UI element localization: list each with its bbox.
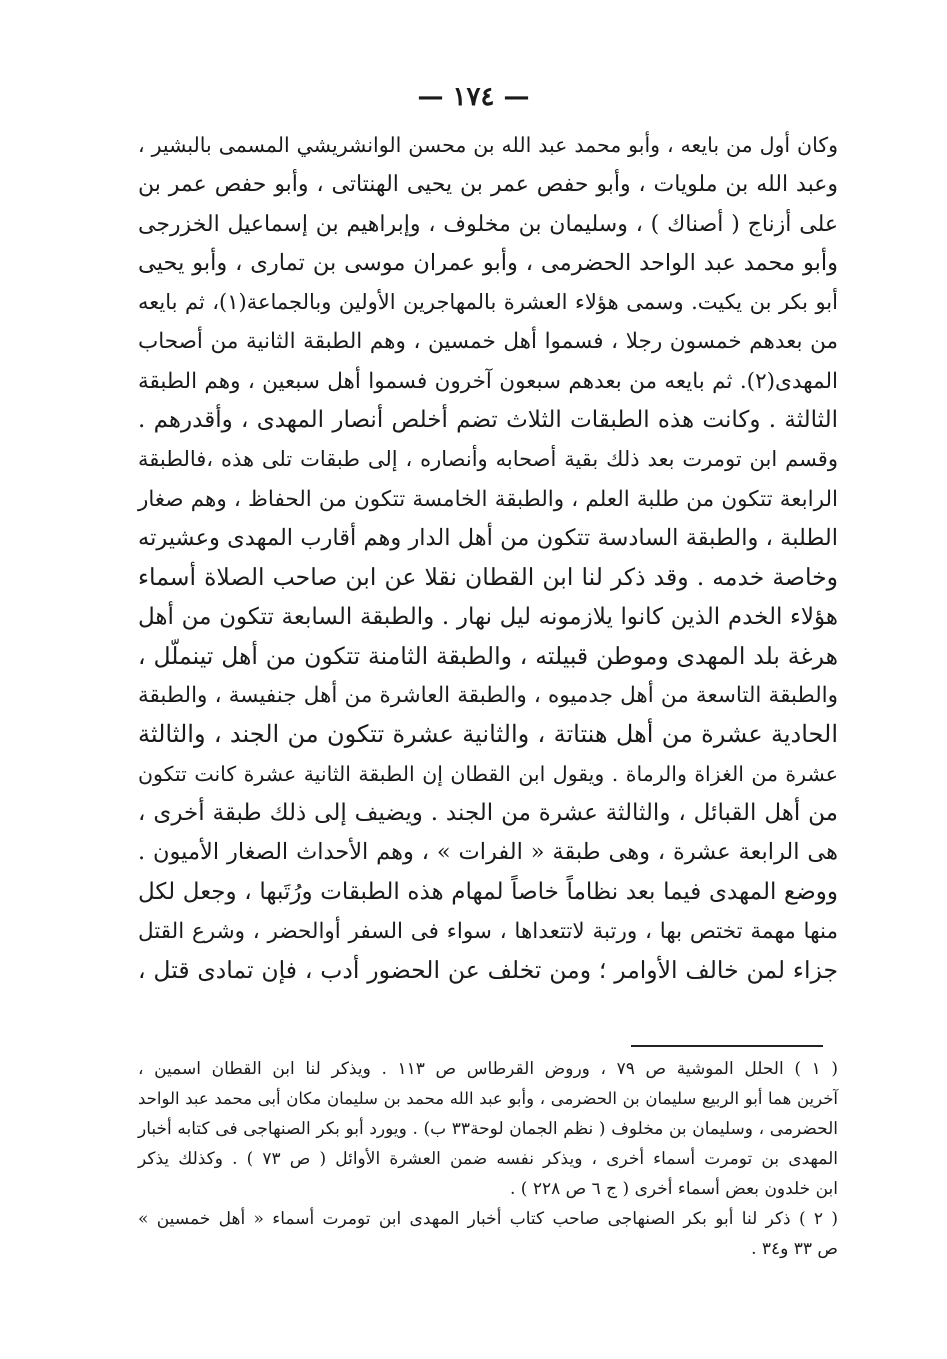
text-line: على أزناج ( أصناك ) ، وسليمان بن مخلوف ، وإبراهيم بن إسماعيل الخزرجى xyxy=(138,211,838,237)
text-line: أبو بكر بن يكيت. وسمى هؤلاء العشرة بالمهاجرين الأولين وبالجماعة(١)، ثم بايعه xyxy=(138,290,838,315)
body-text xyxy=(138,126,838,991)
text-line: وخاصة خدمه . وقد ذكر لنا ابن القطان نقلا عن ابن صاحب الصلاة أسماء xyxy=(138,563,838,592)
text-line: عشرة من الغزاة والرماة . ويقول ابن القطان إن الطبقة الثانية عشرة كانت تتكون xyxy=(138,761,838,786)
text-line: الحادية عشرة من أهل هنتاتة ، والثانية عشرة تتكون من الجند ، والثالثة xyxy=(138,720,838,749)
text-line: وعبد الله بن ملويات ، وأبو حفص عمر بن يحيى الهنتاتى ، وأبو حفص عمر بن xyxy=(138,172,838,198)
text-line: هى الرابعة عشرة ، وهى طبقة « الفرات » ، وهم الأحداث الصغار الأميون . xyxy=(138,839,838,866)
footnote-line: المهدى بن تومرت أسماء أخرى ، ويذكر نفسه ضمن العشرة الأوائل ( ص ٧٣ ) . وكذلك يذكر xyxy=(138,1149,838,1169)
text-line: المهدى(٢). ثم بايعه من بعدهم سبعون آخرون فسموا أهل سبعين ، وهم الطبقة xyxy=(138,368,838,394)
text-line: من بعدهم خمسون رجلا ، فسموا أهل خمسين ، وهم الطبقة الثانية من أصحاب xyxy=(138,329,838,355)
text-line: الثالثة . وكانت هذه الطبقات الثلاث تضم أخلص أنصار المهدى ، وأقدرهم . xyxy=(138,407,838,434)
text-line: من أهل القبائل ، والثالثة عشرة من الجند . ويضيف إلى ذلك طبقة أخرى ، xyxy=(138,800,838,827)
text-line: والطبقة التاسعة من أهل جدميوه ، والطبقة العاشرة من أهل جنفيسة ، والطبقة xyxy=(138,683,838,709)
text-line: منها مهمة تختص بها ، ورتبة لاتتعداها ، سواء فى السفر أوالحضر ، وشرع القتل xyxy=(138,918,838,944)
footnotes xyxy=(138,1054,838,1264)
page-number: — ١٧٤ — xyxy=(417,82,530,112)
footnote-divider xyxy=(631,1045,823,1047)
text-line: الرابعة تتكون من طلبة العلم ، والطبقة الخامسة تتكون من الحفاظ ، وهم صغار xyxy=(138,486,838,512)
text-line: ووضع المهدى فيما بعد نظاماً خاصاً لمهام هذه الطبقات ورُتَبها ، وجعل لكل xyxy=(138,878,838,905)
text-line: هؤلاء الخدم الذين كانوا يلازمونه ليل نهار . والطبقة السابعة تتكون من أهل xyxy=(138,603,838,630)
text-line: جزاء لمن خالف الأوامر ؛ ومن تخلف عن الحضور أدب ، فإن تمادى قتل ، xyxy=(138,956,838,985)
footnote-line: آخرين هما أبو الربيع سليمان بن الحضرمى ، وأبو عبد الله محمد بن سليمان مكان أبى محمد عبد الواحد xyxy=(138,1089,838,1108)
footnote-line: ابن خلدون بعض أسماء أخرى ( ج ٦ ص ٢٢٨ ) . xyxy=(510,1179,838,1199)
footnote-line: ( ١ ) الحلل الموشية ص ٧٩ ، وروض القرطاس ص ١١٣ . ويذكر لنا ابن القطان اسمين ، xyxy=(138,1059,839,1079)
footnote-line: ص ٣٣ و٣٤ . xyxy=(751,1239,838,1259)
text-line: وأبو محمد عبد الواحد الحضرمى ، وأبو عمران موسى بن تمارى ، وأبو يحيى xyxy=(138,249,838,276)
text-line: وقسم ابن تومرت بعد ذلك بقية أصحابه وأنصاره ، إلى طبقات تلى هذه ،فالطبقة xyxy=(138,447,838,472)
text-line: وكان أول من بايعه ، وأبو محمد عبد الله بن محسن الوانشريشي المسمى بالبشير ، xyxy=(138,133,838,157)
footnote-line: ( ٢ ) ذكر لنا أبو بكر الصنهاجى صاحب كتاب أخبار المهدى ابن تومرت أسماء « أهل خمسين » xyxy=(138,1209,838,1229)
text-line: الطلبة ، والطبقة السادسة تتكون من أهل الدار وهم أقارب المهدى وعشيرته xyxy=(138,524,838,551)
text-line: هرغة بلد المهدى وموطن قبيلته ، والطبقة الثامنة تتكون من أهل تينملّل ، xyxy=(138,641,838,670)
footnote-line: الحضرمى ، وسليمان بن مخلوف ( نظم الجمان لوحة٣٣ ب) . ويورد أبو بكر الصنهاجى فى كتابه أخبار xyxy=(138,1119,838,1139)
